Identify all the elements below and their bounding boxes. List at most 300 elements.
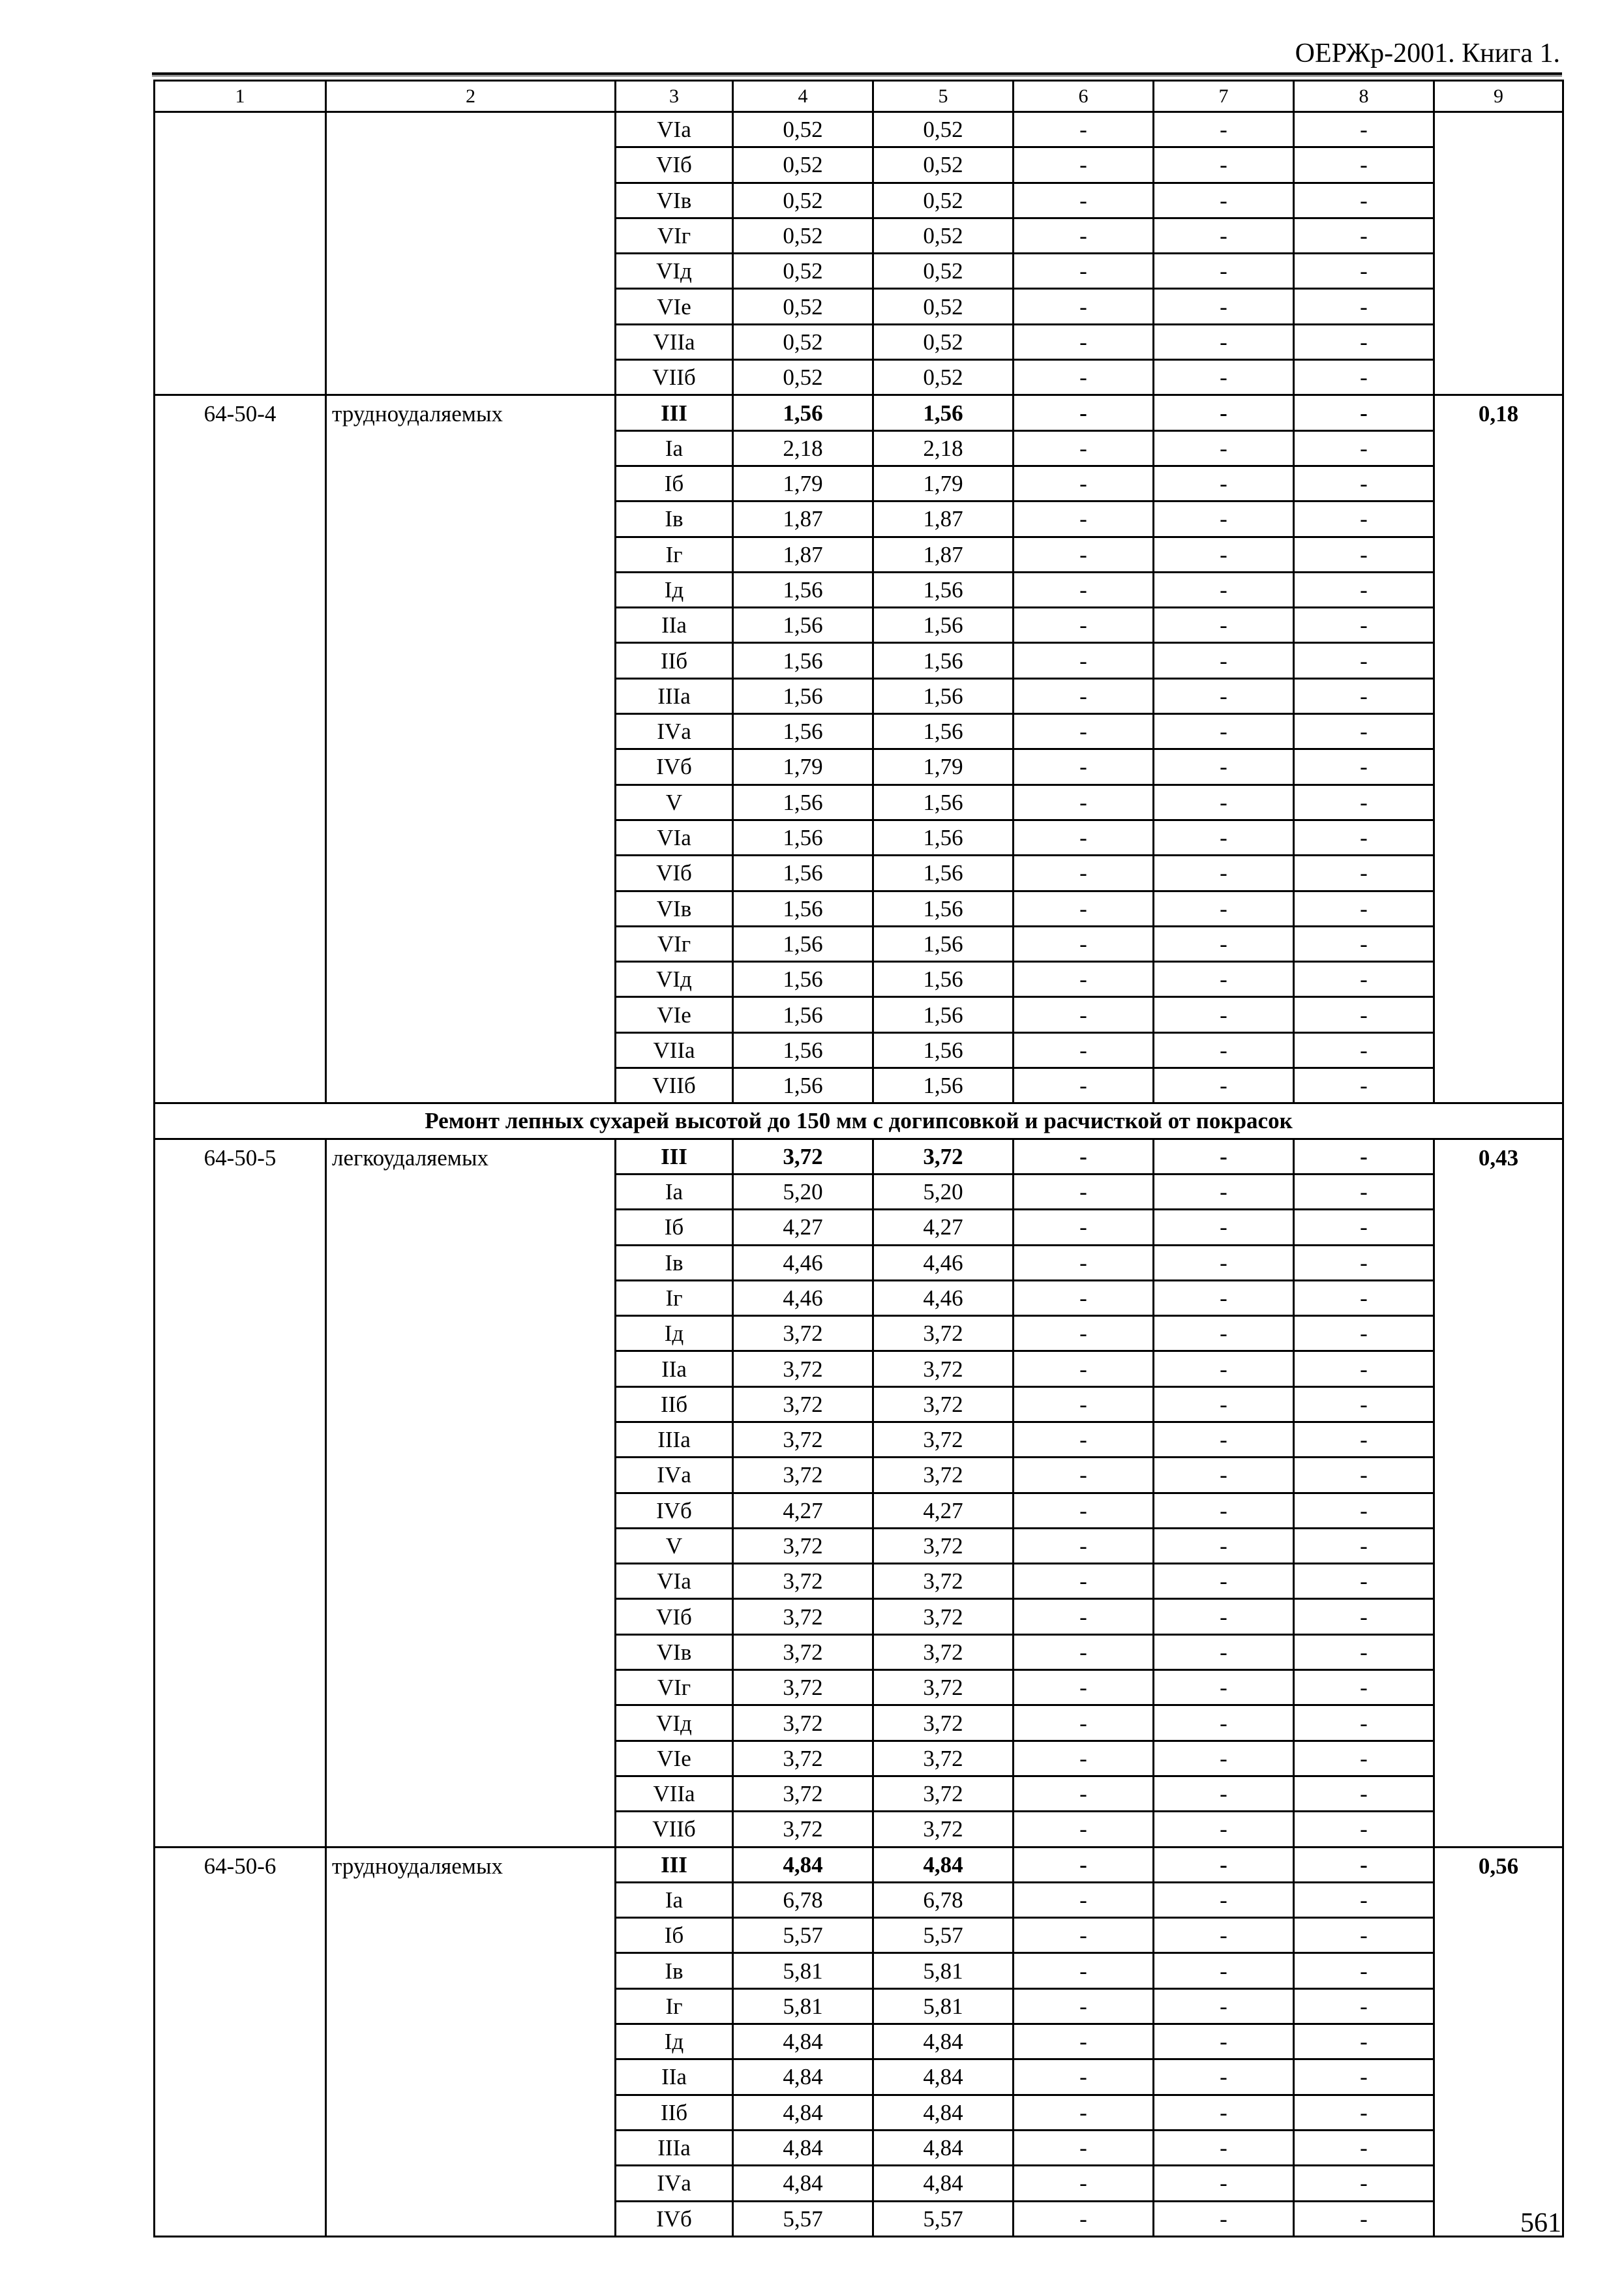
- total-value-cell: 0,52: [733, 254, 873, 289]
- machine-value-cell: -: [1014, 962, 1154, 997]
- materials-value-cell: -: [1294, 997, 1434, 1032]
- wages-value-cell: 3,72: [873, 1599, 1014, 1634]
- wages-value-cell: 1,56: [873, 678, 1014, 713]
- wages-value-cell: 1,56: [873, 1068, 1014, 1103]
- total-value-cell: 0,52: [733, 289, 873, 324]
- zone-class-cell: IIа: [616, 608, 733, 643]
- wages-value-cell: 1,56: [873, 820, 1014, 855]
- total-value-cell: 2,18: [733, 430, 873, 466]
- column-number-cell: 9: [1434, 81, 1563, 112]
- total-value-cell: 4,84: [733, 1847, 873, 1882]
- wages-value-cell: 4,46: [873, 1280, 1014, 1315]
- machine-value-cell: -: [1014, 1812, 1154, 1847]
- materials-value-cell: -: [1294, 501, 1434, 537]
- zone-class-cell: VIIб: [616, 360, 733, 395]
- machine-value-cell: -: [1014, 537, 1154, 572]
- driver-wages-cell: -: [1154, 2059, 1294, 2095]
- zone-class-cell: VIб: [616, 147, 733, 183]
- wages-value-cell: 5,57: [873, 1918, 1014, 1953]
- zone-class-cell: VIб: [616, 856, 733, 891]
- driver-wages-cell: -: [1154, 147, 1294, 183]
- total-value-cell: 1,56: [733, 395, 873, 430]
- total-value-cell: 1,79: [733, 466, 873, 501]
- driver-wages-cell: -: [1154, 289, 1294, 324]
- zone-class-cell: III: [616, 1847, 733, 1882]
- materials-value-cell: -: [1294, 1422, 1434, 1457]
- driver-wages-cell: -: [1154, 1918, 1294, 1953]
- driver-wages-cell: -: [1154, 572, 1294, 607]
- zone-class-cell: IVа: [616, 714, 733, 749]
- wages-value-cell: 0,52: [873, 218, 1014, 253]
- total-value-cell: 4,84: [733, 2059, 873, 2095]
- wages-value-cell: 3,72: [873, 1316, 1014, 1351]
- driver-wages-cell: -: [1154, 1776, 1294, 1811]
- machine-value-cell: -: [1014, 430, 1154, 466]
- total-value-cell: 5,57: [733, 1918, 873, 1953]
- table-row: [155, 1847, 1563, 1882]
- machine-value-cell: -: [1014, 926, 1154, 961]
- total-value-cell: 3,72: [733, 1776, 873, 1811]
- machine-value-cell: -: [1014, 572, 1154, 607]
- total-value-cell: 1,56: [733, 926, 873, 961]
- driver-wages-cell: -: [1154, 1422, 1294, 1457]
- driver-wages-cell: -: [1154, 1351, 1294, 1386]
- norm-name-cell: трудноудаляемых: [326, 1847, 616, 2236]
- machine-value-cell: -: [1014, 1741, 1154, 1776]
- driver-wages-cell: -: [1154, 466, 1294, 501]
- wages-value-cell: 3,72: [873, 1528, 1014, 1563]
- machine-value-cell: -: [1014, 1528, 1154, 1563]
- total-value-cell: 1,56: [733, 678, 873, 713]
- materials-value-cell: -: [1294, 1812, 1434, 1847]
- driver-wages-cell: -: [1154, 1634, 1294, 1669]
- machine-value-cell: -: [1014, 2166, 1154, 2201]
- materials-value-cell: -: [1294, 2095, 1434, 2130]
- wages-value-cell: 1,56: [873, 572, 1014, 607]
- driver-wages-cell: -: [1154, 112, 1294, 147]
- wages-value-cell: 1,56: [873, 395, 1014, 430]
- machine-value-cell: -: [1014, 112, 1154, 147]
- materials-value-cell: -: [1294, 1634, 1434, 1669]
- machine-value-cell: -: [1014, 324, 1154, 359]
- machine-value-cell: -: [1014, 183, 1154, 218]
- materials-value-cell: -: [1294, 324, 1434, 359]
- total-value-cell: 4,27: [733, 1493, 873, 1528]
- machine-value-cell: -: [1014, 1564, 1154, 1599]
- driver-wages-cell: -: [1154, 1564, 1294, 1599]
- materials-value-cell: -: [1294, 289, 1434, 324]
- total-value-cell: 3,72: [733, 1139, 873, 1174]
- total-value-cell: 0,52: [733, 183, 873, 218]
- materials-value-cell: -: [1294, 962, 1434, 997]
- driver-wages-cell: -: [1154, 1068, 1294, 1103]
- zone-class-cell: Iг: [616, 1280, 733, 1315]
- column-number-cell: 5: [873, 81, 1014, 112]
- wages-value-cell: 1,56: [873, 962, 1014, 997]
- total-value-cell: 0,52: [733, 112, 873, 147]
- norm-code-cell: 64-50-6: [155, 1847, 326, 2236]
- zone-class-cell: Iа: [616, 1882, 733, 1917]
- column-number-row: [155, 81, 1563, 112]
- materials-value-cell: -: [1294, 1847, 1434, 1882]
- wages-value-cell: 0,52: [873, 183, 1014, 218]
- materials-value-cell: -: [1294, 254, 1434, 289]
- wages-value-cell: 3,72: [873, 1705, 1014, 1741]
- zone-class-cell: IVа: [616, 1458, 733, 1493]
- machine-value-cell: -: [1014, 1847, 1154, 1882]
- materials-value-cell: -: [1294, 1564, 1434, 1599]
- driver-wages-cell: -: [1154, 2201, 1294, 2236]
- wages-value-cell: 0,52: [873, 112, 1014, 147]
- zone-class-cell: Iв: [616, 1953, 733, 1988]
- zone-class-cell: VIг: [616, 926, 733, 961]
- wages-value-cell: 5,57: [873, 2201, 1014, 2236]
- zone-class-cell: VIIб: [616, 1068, 733, 1103]
- zone-class-cell: VIа: [616, 820, 733, 855]
- machine-value-cell: -: [1014, 1493, 1154, 1528]
- driver-wages-cell: -: [1154, 608, 1294, 643]
- materials-value-cell: -: [1294, 1988, 1434, 2024]
- driver-wages-cell: -: [1154, 1280, 1294, 1315]
- zone-class-cell: VIIа: [616, 1032, 733, 1068]
- machine-value-cell: -: [1014, 360, 1154, 395]
- wages-value-cell: 3,72: [873, 1670, 1014, 1705]
- total-value-cell: 3,72: [733, 1528, 873, 1563]
- header-rule: [152, 72, 1562, 76]
- zone-class-cell: V: [616, 1528, 733, 1563]
- norm-code-cell: 64-50-5: [155, 1139, 326, 1847]
- column-number-cell: 4: [733, 81, 873, 112]
- labor-value-cell: 0,43: [1434, 1139, 1563, 1847]
- driver-wages-cell: -: [1154, 1245, 1294, 1280]
- machine-value-cell: -: [1014, 1988, 1154, 2024]
- wages-value-cell: 0,52: [873, 360, 1014, 395]
- total-value-cell: 3,72: [733, 1422, 873, 1457]
- driver-wages-cell: -: [1154, 537, 1294, 572]
- machine-value-cell: -: [1014, 1422, 1154, 1457]
- zone-class-cell: VIв: [616, 1634, 733, 1669]
- materials-value-cell: -: [1294, 1528, 1434, 1563]
- zone-class-cell: IIIа: [616, 678, 733, 713]
- driver-wages-cell: -: [1154, 1386, 1294, 1422]
- wages-value-cell: 1,56: [873, 997, 1014, 1032]
- wages-value-cell: 1,56: [873, 1032, 1014, 1068]
- driver-wages-cell: -: [1154, 678, 1294, 713]
- labor-value-cell: 0,56: [1434, 1847, 1563, 2236]
- total-value-cell: 1,87: [733, 537, 873, 572]
- machine-value-cell: -: [1014, 2095, 1154, 2130]
- materials-value-cell: -: [1294, 147, 1434, 183]
- wages-value-cell: 0,52: [873, 254, 1014, 289]
- total-value-cell: 1,79: [733, 749, 873, 785]
- driver-wages-cell: -: [1154, 749, 1294, 785]
- wages-value-cell: 4,84: [873, 2095, 1014, 2130]
- driver-wages-cell: -: [1154, 997, 1294, 1032]
- zone-class-cell: VIIа: [616, 1776, 733, 1811]
- materials-value-cell: -: [1294, 112, 1434, 147]
- total-value-cell: 0,52: [733, 147, 873, 183]
- zone-class-cell: VIIб: [616, 1812, 733, 1847]
- machine-value-cell: -: [1014, 466, 1154, 501]
- materials-value-cell: -: [1294, 1776, 1434, 1811]
- wages-value-cell: 4,84: [873, 2130, 1014, 2165]
- materials-value-cell: -: [1294, 395, 1434, 430]
- total-value-cell: 6,78: [733, 1882, 873, 1917]
- materials-value-cell: -: [1294, 1032, 1434, 1068]
- driver-wages-cell: -: [1154, 856, 1294, 891]
- driver-wages-cell: -: [1154, 785, 1294, 820]
- materials-value-cell: -: [1294, 1210, 1434, 1245]
- zone-class-cell: VIIа: [616, 324, 733, 359]
- total-value-cell: 3,72: [733, 1670, 873, 1705]
- machine-value-cell: -: [1014, 2024, 1154, 2059]
- total-value-cell: 3,72: [733, 1812, 873, 1847]
- materials-value-cell: -: [1294, 1139, 1434, 1174]
- zone-class-cell: Iа: [616, 430, 733, 466]
- driver-wages-cell: -: [1154, 1599, 1294, 1634]
- zone-class-cell: VIг: [616, 218, 733, 253]
- materials-value-cell: -: [1294, 572, 1434, 607]
- wages-value-cell: 3,72: [873, 1458, 1014, 1493]
- zone-class-cell: VIв: [616, 183, 733, 218]
- materials-value-cell: -: [1294, 1458, 1434, 1493]
- driver-wages-cell: -: [1154, 1812, 1294, 1847]
- materials-value-cell: -: [1294, 749, 1434, 785]
- total-value-cell: 4,84: [733, 2166, 873, 2201]
- machine-value-cell: -: [1014, 254, 1154, 289]
- total-value-cell: 3,72: [733, 1741, 873, 1776]
- driver-wages-cell: -: [1154, 1458, 1294, 1493]
- machine-value-cell: -: [1014, 289, 1154, 324]
- machine-value-cell: -: [1014, 1068, 1154, 1103]
- materials-value-cell: -: [1294, 1245, 1434, 1280]
- total-value-cell: 5,81: [733, 1988, 873, 2024]
- driver-wages-cell: -: [1154, 1847, 1294, 1882]
- wages-value-cell: 4,27: [873, 1210, 1014, 1245]
- materials-value-cell: -: [1294, 926, 1434, 961]
- driver-wages-cell: -: [1154, 1670, 1294, 1705]
- page-number: 561: [1520, 2208, 1561, 2238]
- driver-wages-cell: -: [1154, 1210, 1294, 1245]
- machine-value-cell: -: [1014, 1280, 1154, 1315]
- driver-wages-cell: -: [1154, 395, 1294, 430]
- driver-wages-cell: -: [1154, 2130, 1294, 2165]
- total-value-cell: 1,56: [733, 1032, 873, 1068]
- column-number-cell: 8: [1294, 81, 1434, 112]
- materials-value-cell: -: [1294, 430, 1434, 466]
- total-value-cell: 4,84: [733, 2130, 873, 2165]
- wages-value-cell: 1,56: [873, 608, 1014, 643]
- machine-value-cell: -: [1014, 1458, 1154, 1493]
- zone-class-cell: Iг: [616, 1988, 733, 2024]
- column-number-cell: 3: [616, 81, 733, 112]
- driver-wages-cell: -: [1154, 891, 1294, 926]
- norm-name-cell: [326, 112, 616, 395]
- wages-value-cell: 4,46: [873, 1245, 1014, 1280]
- machine-value-cell: -: [1014, 147, 1154, 183]
- driver-wages-cell: -: [1154, 324, 1294, 359]
- driver-wages-cell: -: [1154, 1528, 1294, 1563]
- machine-value-cell: -: [1014, 1918, 1154, 1953]
- wages-value-cell: 5,20: [873, 1174, 1014, 1209]
- wages-value-cell: 3,72: [873, 1812, 1014, 1847]
- machine-value-cell: -: [1014, 395, 1154, 430]
- driver-wages-cell: -: [1154, 2166, 1294, 2201]
- machine-value-cell: -: [1014, 2201, 1154, 2236]
- machine-value-cell: -: [1014, 218, 1154, 253]
- wages-value-cell: 0,52: [873, 147, 1014, 183]
- materials-value-cell: -: [1294, 856, 1434, 891]
- driver-wages-cell: -: [1154, 1741, 1294, 1776]
- wages-value-cell: 3,72: [873, 1564, 1014, 1599]
- wages-value-cell: 3,72: [873, 1386, 1014, 1422]
- labor-value-cell: [1434, 112, 1563, 395]
- materials-value-cell: -: [1294, 891, 1434, 926]
- zone-class-cell: VIв: [616, 891, 733, 926]
- materials-value-cell: -: [1294, 1705, 1434, 1741]
- materials-value-cell: -: [1294, 466, 1434, 501]
- zone-class-cell: Iа: [616, 1174, 733, 1209]
- total-value-cell: 1,56: [733, 572, 873, 607]
- machine-value-cell: -: [1014, 820, 1154, 855]
- zone-class-cell: Iд: [616, 572, 733, 607]
- driver-wages-cell: -: [1154, 1493, 1294, 1528]
- materials-value-cell: -: [1294, 2201, 1434, 2236]
- materials-value-cell: -: [1294, 537, 1434, 572]
- zone-class-cell: Iв: [616, 1245, 733, 1280]
- driver-wages-cell: -: [1154, 1316, 1294, 1351]
- total-value-cell: 4,46: [733, 1280, 873, 1315]
- materials-value-cell: -: [1294, 1386, 1434, 1422]
- materials-value-cell: -: [1294, 678, 1434, 713]
- machine-value-cell: -: [1014, 643, 1154, 678]
- machine-value-cell: -: [1014, 1316, 1154, 1351]
- driver-wages-cell: -: [1154, 1139, 1294, 1174]
- materials-value-cell: -: [1294, 1599, 1434, 1634]
- total-value-cell: 1,56: [733, 997, 873, 1032]
- materials-value-cell: -: [1294, 1953, 1434, 1988]
- total-value-cell: 1,56: [733, 962, 873, 997]
- total-value-cell: 1,56: [733, 820, 873, 855]
- machine-value-cell: -: [1014, 749, 1154, 785]
- machine-value-cell: -: [1014, 1210, 1154, 1245]
- materials-value-cell: -: [1294, 218, 1434, 253]
- wages-value-cell: 1,79: [873, 749, 1014, 785]
- zone-class-cell: IIа: [616, 1351, 733, 1386]
- driver-wages-cell: -: [1154, 820, 1294, 855]
- total-value-cell: 0,52: [733, 360, 873, 395]
- machine-value-cell: -: [1014, 2130, 1154, 2165]
- materials-value-cell: -: [1294, 1068, 1434, 1103]
- zone-class-cell: Iд: [616, 1316, 733, 1351]
- total-value-cell: 4,84: [733, 2095, 873, 2130]
- materials-value-cell: -: [1294, 1493, 1434, 1528]
- materials-value-cell: -: [1294, 1316, 1434, 1351]
- wages-value-cell: 3,72: [873, 1634, 1014, 1669]
- zone-class-cell: IIб: [616, 1386, 733, 1422]
- wages-value-cell: 4,84: [873, 1847, 1014, 1882]
- machine-value-cell: -: [1014, 1599, 1154, 1634]
- zone-class-cell: VIа: [616, 112, 733, 147]
- driver-wages-cell: -: [1154, 643, 1294, 678]
- zone-class-cell: Iг: [616, 537, 733, 572]
- machine-value-cell: -: [1014, 1634, 1154, 1669]
- zone-class-cell: IIб: [616, 643, 733, 678]
- driver-wages-cell: -: [1154, 2095, 1294, 2130]
- zone-class-cell: IIIа: [616, 1422, 733, 1457]
- wages-value-cell: 1,56: [873, 643, 1014, 678]
- zone-class-cell: VIг: [616, 1670, 733, 1705]
- materials-value-cell: -: [1294, 360, 1434, 395]
- zone-class-cell: IVб: [616, 1493, 733, 1528]
- materials-value-cell: -: [1294, 183, 1434, 218]
- total-value-cell: 3,72: [733, 1599, 873, 1634]
- wages-value-cell: 2,18: [873, 430, 1014, 466]
- zone-class-cell: VIе: [616, 1741, 733, 1776]
- total-value-cell: 1,87: [733, 501, 873, 537]
- materials-value-cell: -: [1294, 1670, 1434, 1705]
- machine-value-cell: -: [1014, 2059, 1154, 2095]
- machine-value-cell: -: [1014, 856, 1154, 891]
- driver-wages-cell: -: [1154, 1705, 1294, 1741]
- machine-value-cell: -: [1014, 1705, 1154, 1741]
- total-value-cell: 3,72: [733, 1316, 873, 1351]
- machine-value-cell: -: [1014, 1245, 1154, 1280]
- total-value-cell: 3,72: [733, 1458, 873, 1493]
- zone-class-cell: Iб: [616, 466, 733, 501]
- wages-value-cell: 6,78: [873, 1882, 1014, 1917]
- table-row: [155, 395, 1563, 430]
- driver-wages-cell: -: [1154, 1953, 1294, 1988]
- wages-value-cell: 1,87: [873, 501, 1014, 537]
- wages-value-cell: 1,56: [873, 714, 1014, 749]
- driver-wages-cell: -: [1154, 962, 1294, 997]
- norm-name-cell: трудноудаляемых: [326, 395, 616, 1103]
- driver-wages-cell: -: [1154, 2024, 1294, 2059]
- wages-value-cell: 3,72: [873, 1351, 1014, 1386]
- driver-wages-cell: -: [1154, 501, 1294, 537]
- driver-wages-cell: -: [1154, 254, 1294, 289]
- wages-value-cell: 4,84: [873, 2024, 1014, 2059]
- zone-class-cell: III: [616, 1139, 733, 1174]
- total-value-cell: 1,56: [733, 856, 873, 891]
- machine-value-cell: -: [1014, 1174, 1154, 1209]
- total-value-cell: 3,72: [733, 1705, 873, 1741]
- zone-class-cell: III: [616, 395, 733, 430]
- machine-value-cell: -: [1014, 678, 1154, 713]
- machine-value-cell: -: [1014, 1953, 1154, 1988]
- machine-value-cell: -: [1014, 608, 1154, 643]
- wages-value-cell: 1,56: [873, 856, 1014, 891]
- driver-wages-cell: -: [1154, 1988, 1294, 2024]
- wages-value-cell: 3,72: [873, 1422, 1014, 1457]
- machine-value-cell: -: [1014, 1882, 1154, 1917]
- wages-value-cell: 4,84: [873, 2059, 1014, 2095]
- table-row: [155, 112, 1563, 147]
- zone-class-cell: Iб: [616, 1210, 733, 1245]
- total-value-cell: 5,81: [733, 1953, 873, 1988]
- machine-value-cell: -: [1014, 1032, 1154, 1068]
- total-value-cell: 1,56: [733, 714, 873, 749]
- driver-wages-cell: -: [1154, 1882, 1294, 1917]
- zone-class-cell: VIе: [616, 997, 733, 1032]
- wages-value-cell: 5,81: [873, 1988, 1014, 2024]
- materials-value-cell: -: [1294, 2024, 1434, 2059]
- norm-code-cell: 64-50-4: [155, 395, 326, 1103]
- machine-value-cell: -: [1014, 785, 1154, 820]
- driver-wages-cell: -: [1154, 714, 1294, 749]
- column-number-cell: 1: [155, 81, 326, 112]
